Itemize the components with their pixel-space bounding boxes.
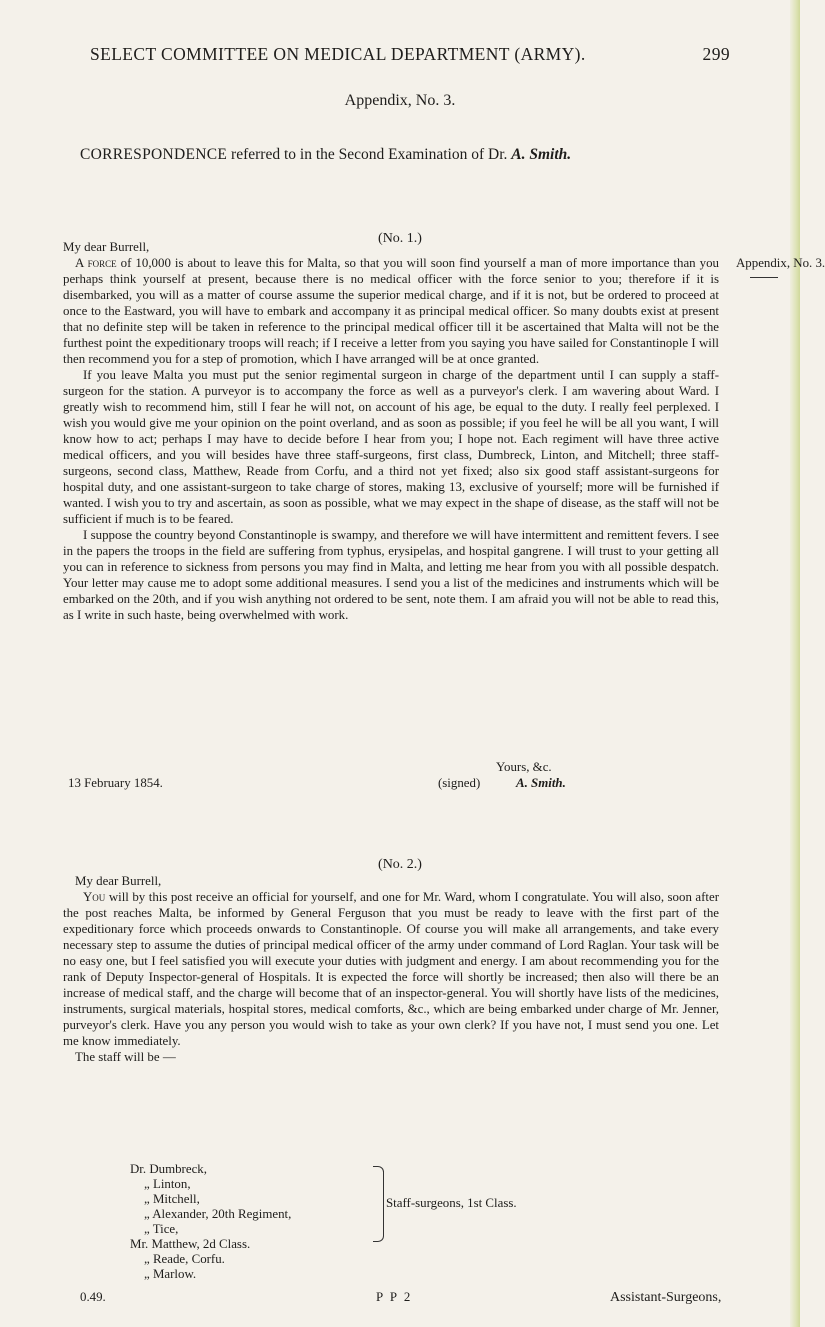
footer-left: 0.49. xyxy=(80,1290,106,1304)
staff-item: „ Alexander, 20th Regiment, xyxy=(144,1207,292,1221)
page-number: 299 xyxy=(702,44,730,64)
page-edge xyxy=(790,0,800,1327)
first-class-label: Staff-surgeons, 1st Class. xyxy=(386,1196,517,1210)
margin-note: Appendix, No. 3. xyxy=(736,256,825,270)
staff-item: Dr. Dumbreck, xyxy=(130,1162,207,1176)
margin-rule xyxy=(750,277,778,278)
letter2-salutation: My dear Burrell, xyxy=(75,874,162,888)
letter2-body xyxy=(63,873,719,1065)
letter1-signer: A. Smith. xyxy=(516,776,566,790)
letter1-paragraph: I suppose the country beyond Constantinople is swampy, and therefore we will have intermittent and remittent fevers. I see in the papers the troops in the field are suffering from typhus, erysipelas, and hospital gangrene. I will trust to your getting all you can in reference to sickness from persons you may find in Malta, and letting me hear from you with all possible despatch. Your letter may cause me to adopt some additional measures. I send you a list of the medicines and instruments which will be embarked on the 20th, and if you wish anything not ordered to be sent, note them. I am afraid you will not be able to read this, as I write in such haste, being overwhelmed with work. xyxy=(63,528,719,622)
header-title: SELECT COMMITTEE ON MEDICAL DEPARTMENT (ARMY). xyxy=(90,44,586,64)
letter1-number: (No. 1.) xyxy=(378,231,422,246)
letter1-paragraph: A force of 10,000 is about to leave this for Malta, so that you will soon find yourself a man of more importance than you perhaps think yourself at present, because there is no medical officer with the force senior to you; therefore if it is disembarked, you will as a matter of course assume the superior medical charge, and if it is not, but be ordered to proceed at once to the Eastward, you will have to embark and accompany it as principal medical officer. So many doubts exist at present that no definite step will be taken in reference to the principal medical officer till it be ascertained that Malta will not be the furthest point the expeditionary troops will reach; if I receive a letter from you saying you have sailed for Constantinople I will then recommend you for a step of promotion, which I have arranged will be at once granted. xyxy=(63,256,719,366)
letter1-closing: Yours, &c. xyxy=(496,760,552,774)
letter1-signed: (signed) xyxy=(438,776,481,790)
letter1-date: 13 February 1854. xyxy=(68,776,163,790)
footer-signature-mark: P P 2 xyxy=(376,1290,413,1304)
letter1-first-word: A force xyxy=(75,256,117,270)
running-header xyxy=(90,44,730,65)
staff-item: „ Tice, xyxy=(144,1222,179,1236)
staff-item: „ Reade, Corfu. xyxy=(144,1252,225,1266)
staff-item: „ Linton, xyxy=(144,1177,191,1191)
letter2-first-word: You xyxy=(83,890,106,904)
staff-item: „ Mitchell, xyxy=(144,1192,200,1206)
letter1-body xyxy=(63,239,719,623)
letter2-number: (No. 2.) xyxy=(378,857,422,872)
correspondence-caps: CORRESPONDENCE xyxy=(80,146,228,163)
correspondence-rest: referred to in the Second Examination of Dr. xyxy=(231,146,508,163)
staff-item: Mr. Matthew, 2d Class. xyxy=(130,1237,251,1251)
letter2-paragraph: You will by this post receive an official for yourself, and one for Mr. Ward, whom I congratulate. You will also, soon after the post reaches Malta, be informed by General Ferguson that you must be ready to leave with the first part of the expeditionary force which proceeds onwards to Constantinople. Of course you will make all arrangements, and take every necessary step to assume the duties of principal medical officer of the army under command of Lord Raglan. Your task will be no easy one, but I feel satisfied you will execute your duties with judgment and energy. I am about recommending you for the rank of Deputy Inspector-general of Hospitals. It is expected the force will shortly be increased; then also will there be an increase of medical staff, and the charge will become that of an inspector-general. You will shortly have lists of the medicines, instruments, surgical materials, hospital stores, medical comforts, &c., which are being embarked under charge of Mr. Jenner, purveyor's clerk. Have you any person you would wish to take as your own clerk? If you have not, I must send you one. Let me know immediately. xyxy=(63,890,719,1048)
correspondence-heading xyxy=(80,146,571,164)
letter1-salutation: My dear Burrell, xyxy=(63,240,150,254)
brace xyxy=(373,1166,384,1242)
footer-catchword: Assistant-Surgeons, xyxy=(610,1290,722,1305)
staff-item: „ Marlow. xyxy=(144,1267,197,1281)
letter1-paragraph: If you leave Malta you must put the senior regimental surgeon in charge of the department until I can supply a staff-surgeon for the station. A purveyor is to accompany the force as well as a purveyor's clerk. I am wavering about Ward. I greatly wish to recommend him, still I fear he will not, on account of his age, be equal to the duty. I really feel perplexed. I wish you would give me your opinion on the point overland, and as soon as possible; if you feel he will be all you want, I will know how to act; perhaps I may have to decide before I hear from you; I hope not. Each regiment will have three active medical officers, and you will besides have three staff-surgeons, first class, Dumbreck, Linton, and Mitchell; three staff-surgeons, second class, Matthew, Reade from Corfu, and a third not yet fixed; also six good staff assistant-surgeons for hospital duty, and one assistant-surgeon to take charge of stores, making 13, exclusive of yourself; more will be furnished if wanted. I wish you to try and ascertain, as soon as possible, what we may expect in the shape of disease, as the staff will not be sufficient if much is to be feared. xyxy=(63,368,719,526)
staff-intro: The staff will be — xyxy=(75,1050,176,1064)
staff-list xyxy=(130,1162,291,1282)
appendix-title: Appendix, No. 3. xyxy=(344,92,456,109)
correspondence-name: A. Smith. xyxy=(511,146,572,163)
